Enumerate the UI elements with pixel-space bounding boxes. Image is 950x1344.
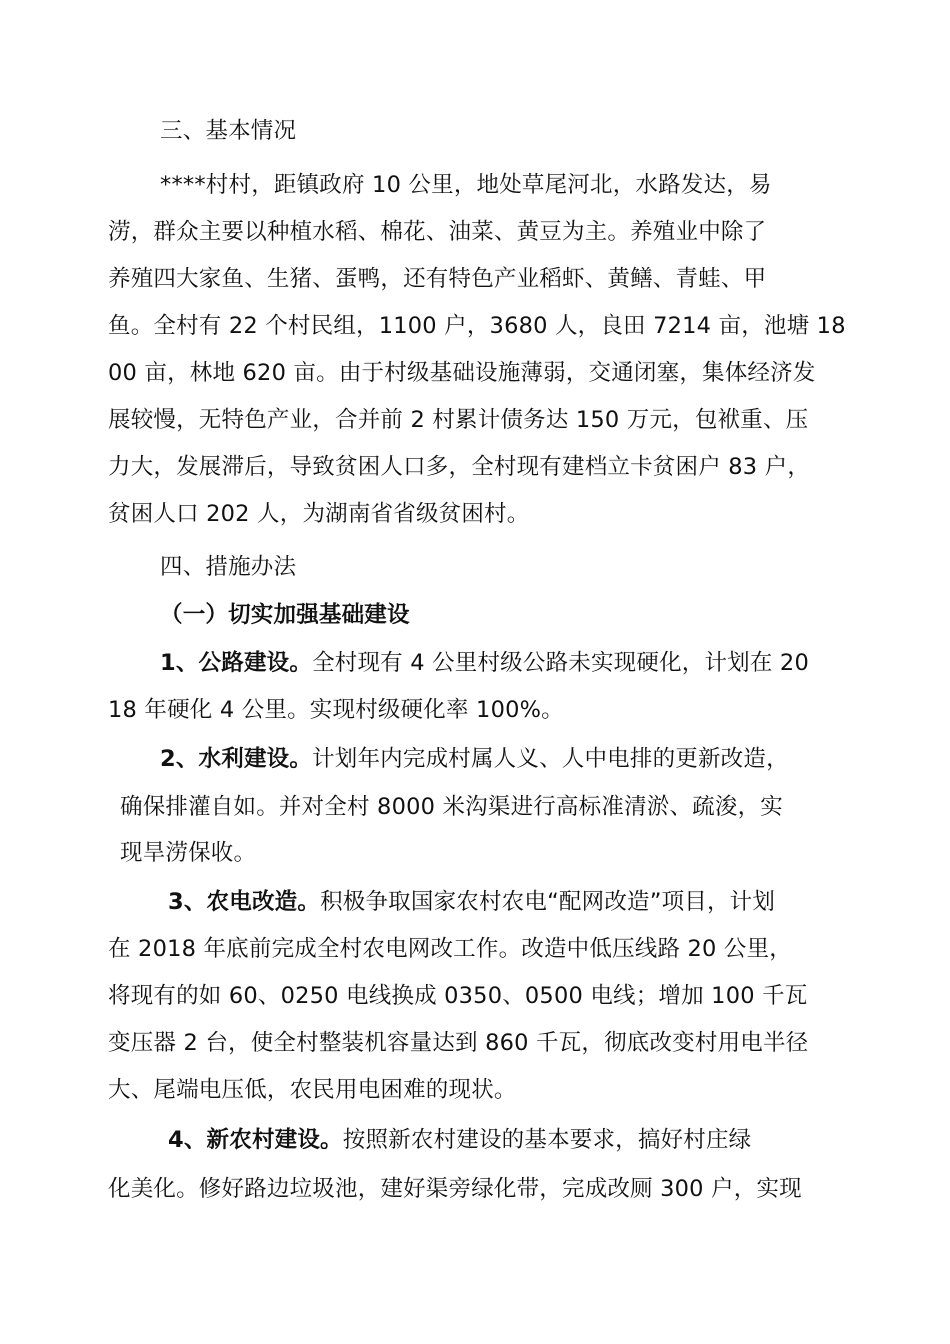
item-title: 2、水利建设。 <box>160 746 313 772</box>
text-line: 养殖四大家鱼、生猪、蛋鸭，还有特色产业稻虾、黄鳝、青蛙、甲 <box>108 266 767 292</box>
text-line: 现旱涝保收。 <box>120 840 257 866</box>
subheading-infrastructure: （一）切实加强基础建设 <box>160 602 410 628</box>
text-line: 确保排灌自如。并对全村 8000 米沟渠进行高标准清淤、疏浚，实 <box>120 794 783 820</box>
text-line: 将现有的如 60、0250 电线换成 0350、0500 电线；增加 100 千瓦 <box>108 983 808 1009</box>
item-title: 1、公路建设。 <box>160 650 313 676</box>
text-line: 力大，发展滞后，导致贫困人口多，全村现有建档立卡贫困户 83 户， <box>108 454 811 480</box>
text-line: 变压器 2 台，使全村整装机容量达到 860 千瓦，彻底改变村用电半径 <box>108 1030 809 1056</box>
text-line: 涝，群众主要以种植水稻、棉花、油菜、黄豆为主。养殖业中除了 <box>108 219 767 245</box>
text-line <box>168 1125 751 1155</box>
item-title: 3、农电改造。 <box>168 889 321 915</box>
text-line <box>160 648 809 678</box>
text-line: 在 2018 年底前完成全村农电网改工作。改造中低压线路 20 公里， <box>108 936 793 962</box>
text-line <box>168 887 775 917</box>
item-text: 按照新农村建设的基本要求，搞好村庄绿 <box>342 1127 752 1153</box>
text-line: 化美化。修好路边垃圾池，建好渠旁绿化带，完成改厕 300 户，实现 <box>108 1176 802 1202</box>
text-line: 展较慢，无特色产业，合并前 2 村累计债务达 150 万元，包袱重、压 <box>108 407 809 433</box>
item-text: 积极争取国家农村农电“配网改造”项目，计划 <box>320 889 776 915</box>
text-line: 18 年硬化 4 公里。实现村级硬化率 100%。 <box>108 697 564 723</box>
item-text: 全村现有 4 公里村级公路未实现硬化，计划在 20 <box>312 650 809 676</box>
text-line: 鱼。全村有 22 个村民组，1100 户，3680 人，良田 7214 亩，池塘 18 <box>108 313 846 339</box>
section-heading-basic-situation: 三、基本情况 <box>160 118 297 144</box>
item-text: 计划年内完成村属人义、人中电排的更新改造， <box>312 746 789 772</box>
text-line: 贫困人口 202 人，为湖南省省级贫困村。 <box>108 501 530 527</box>
section-heading-measures: 四、措施办法 <box>160 554 297 580</box>
text-line: ****村村，距镇政府 10 公里，地处草尾河北，水路发达，易 <box>160 172 772 198</box>
text-line: 00 亩，林地 620 亩。由于村级基础设施薄弱，交通闭塞，集体经济发 <box>108 360 816 386</box>
text-line <box>160 744 789 774</box>
item-title: 4、新农村建设。 <box>168 1127 343 1153</box>
text-line: 大、尾端电压低，农民用电困难的现状。 <box>108 1077 517 1103</box>
